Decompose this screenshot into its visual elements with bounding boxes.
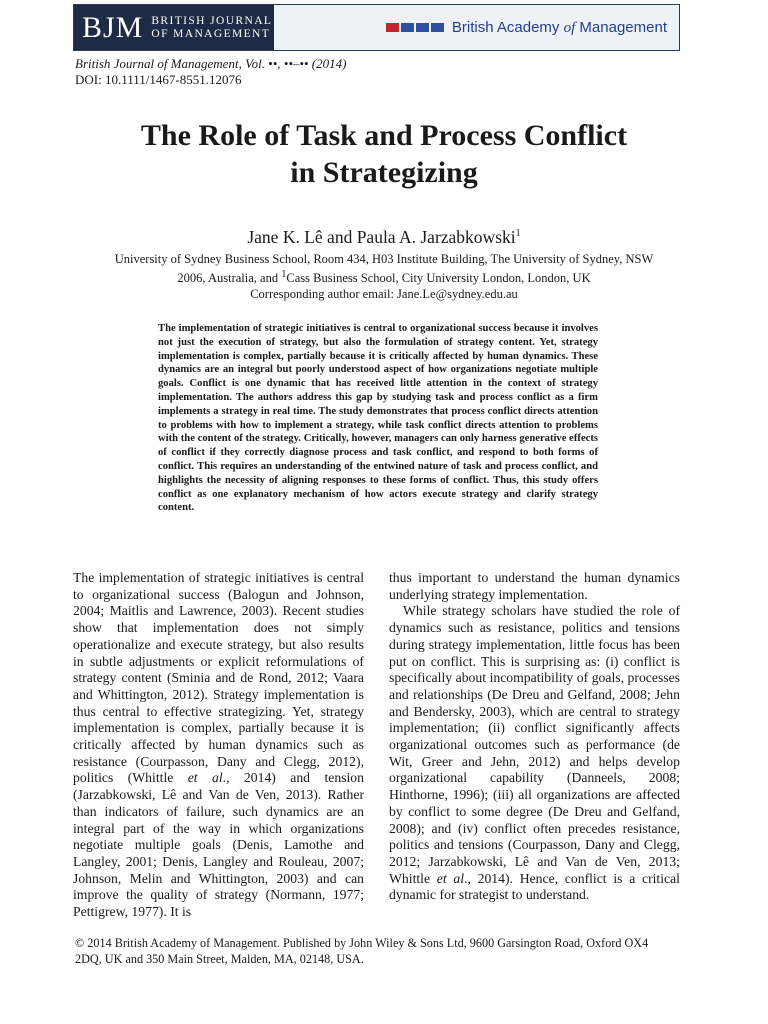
journal-name: [151, 15, 272, 41]
authors: Jane K. Lê and Paula A. Jarzabkowski$^1$: [247, 227, 521, 247]
journal-banner: [73, 4, 680, 51]
academy-logo: [274, 5, 679, 50]
corresponding-email: Corresponding author email: Jane.Le@sydney.edu.au: [250, 287, 518, 302]
body-paragraph: The implementation of strategic initiatives is central to organizational success (Balogun and Johnson, 2004; Maitlis and Lawrence, 2003). Recent studies show that implementation does not simply operationalize and execute strategy, but also results in subtle adjustments or explicit reformulations of strategy content (Sminia and de Rond, 2012; Vaara and Whittington, 2012). Strategy implementation is thus central to effective strategizing. Yet, strategy implementation is complex, partially because it is critically affected by human dynamics such as resistance (Courpasson, Dany and Clegg, 2012), politics (Whittle et al., 2014) and tension (Jarzabkowski, Lê and Van de Ven, 2013). Rather than indicators of failure, such dynamics are an integral part of the way in which organizations negotiate multiple goals (Denis, Lamothe and Langley, 2001; Denis, Langley and Rouleau, 2007; Johnson, Melin and Whittington, 2003) and can improve the quality of strategy (Normann, 1977; Pettigrew, 1977). It is: [73, 570, 364, 920]
title-line-2: in Strategizing: [290, 156, 478, 189]
body-column-left: [73, 570, 364, 921]
bjm-logo: [74, 5, 274, 50]
abstract: The implementation of strategic initiatives is central to organizational success because it involves not just the execution of strategy, but also the formulation of strategy content. Yet, strategy implementation is complex, partially because it is critically affected by human dynamics. These dynamics are an integral but poorly understood aspect of how organizations negotiate multiple goals. Conflict is one dynamic that has received little attention in the context of strategy implementation. The authors address this gap by studying task and process conflict as a firm implements a strategy in real time. The study demonstrates that process conflict directs attention to problems with how to implement a strategy, while task conflict directs attention to problems with the content of the strategy. Critically, however, managers can only harness generative effects of conflict if they correctly diagnose process and task conflict, and respond to both forms of conflict. This requires an understanding of the entwined nature of task and process conflict, and highlights the necessity of aligning responses to these forms of conflict. Thus, this study offers conflict as one explanatory mechanism of how actors execute strategy and clarify strategy content.: [158, 323, 598, 514]
citation-block: [75, 56, 346, 88]
affiliations: [70, 251, 698, 302]
title-line-1: The Role of Task and Process Conflict: [140, 119, 628, 152]
academy-flag-icon: [386, 23, 444, 32]
copyright-footer: [75, 936, 695, 967]
journal-name-line1: BRITISH JOURNAL: [151, 14, 273, 27]
copyright-line-2: 2DQ, UK and 350 Main Street, Malden, MA, 02148, USA.: [75, 951, 364, 966]
article-title: [0, 117, 768, 191]
academy-name: British Academy of Management: [451, 18, 667, 36]
body-paragraph: While strategy scholars have studied the role of dynamics such as resistance, politics and tensions during strategy implementation, little focus has been put on conflict. This is surprising as: (i) conflict is specifically about incompatibility of goals, processes and relationships (De Dreu and Gelfand, 2008; Jehn and Bendersky, 2003), which are central to strategy implementation; (ii) conflict significantly affects organizational outcomes such as performance (de Wit, Greer and Jehn, 2012) and helps develop organizational capability (Danneels, 2008; Hinthorne, 1996); (iii) all organizations are affected by conflict to some degree (De Dreu and Gelfand, 2008); and (iv) conflict often precedes resistance, politics and tensions (Courpasson, Dany and Clegg, 2012; Jarzabkowski, Lê and Van de Ven, 2013; Whittle et al., 2014). Hence, conflict is a critical dynamic for strategist to understand.: [389, 603, 680, 903]
journal-citation: British Journal of Management, Vol. ••, ••–•• (2014): [75, 56, 347, 71]
affiliation-line-2: 2006, Australia, and $^1$Cass Business School, City University London, London, UK: [177, 269, 591, 286]
doi: DOI: 10.1111/1467-8551.12076: [75, 72, 242, 87]
body-paragraph: thus important to understand the human dynamics underlying strategy implementation.: [389, 570, 680, 602]
journal-name-line2: OF MANAGEMENT: [151, 27, 271, 40]
copyright-line-1: © 2014 British Academy of Management. Published by John Wiley & Sons Ltd, 9600 Garsington Road, Oxford OX4: [75, 936, 649, 950]
body-column-right: [389, 570, 680, 904]
bjm-logo-text: BJM: [82, 10, 144, 44]
affiliation-line-1: University of Sydney Business School, Room 434, H03 Institute Building, The University of Sydney, NSW: [114, 252, 654, 266]
